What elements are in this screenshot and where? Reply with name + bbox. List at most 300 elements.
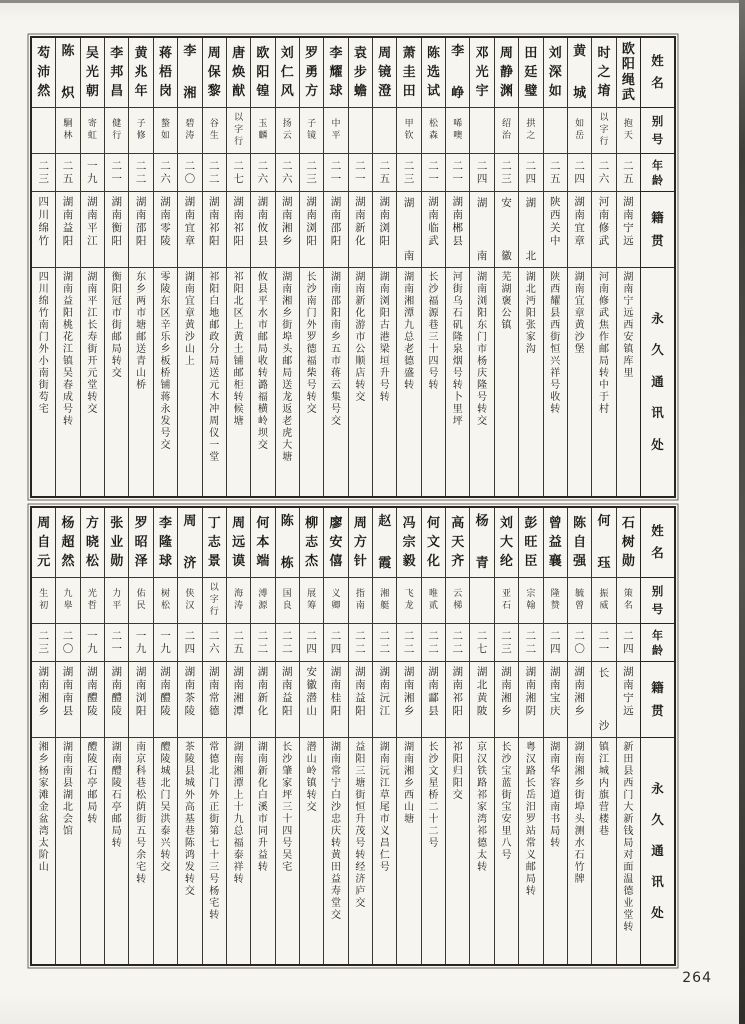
glyph: 青 bbox=[136, 356, 147, 367]
person-column bbox=[128, 508, 152, 964]
glyph: 市 bbox=[331, 356, 341, 367]
person-name bbox=[56, 508, 79, 578]
glyph: 高 bbox=[184, 802, 195, 813]
glyph: 转 bbox=[525, 886, 536, 897]
glyph: 大 bbox=[500, 535, 514, 550]
glyph: 街 bbox=[111, 320, 122, 331]
glyph: 交 bbox=[160, 440, 171, 451]
glyph: 巷 bbox=[136, 778, 147, 789]
glyph: 对 bbox=[623, 850, 634, 861]
glyph: 萧 bbox=[402, 46, 416, 61]
glyph: 镇 bbox=[63, 356, 74, 367]
glyph: 南 bbox=[62, 209, 74, 221]
glyph: 岳 bbox=[575, 131, 585, 141]
glyph: 刘 bbox=[280, 46, 294, 61]
glyph: 陵 bbox=[184, 705, 196, 717]
glyph: 交 bbox=[331, 416, 341, 427]
glyph: 益 bbox=[548, 535, 562, 550]
person-native bbox=[105, 662, 128, 738]
glyph: 处 bbox=[651, 436, 664, 452]
person-byname bbox=[470, 108, 493, 154]
glyph: 益 bbox=[355, 692, 366, 704]
glyph: 福 bbox=[428, 296, 439, 307]
glyph: 四 bbox=[623, 643, 634, 655]
person-name bbox=[300, 508, 323, 578]
glyph: 德 bbox=[623, 886, 634, 897]
glyph: 吴 bbox=[282, 850, 293, 861]
glyph: 廷 bbox=[524, 65, 538, 80]
glyph: 湘 bbox=[282, 222, 293, 234]
glyph: 〇 bbox=[184, 173, 196, 185]
person-address bbox=[203, 738, 226, 964]
person-age bbox=[178, 624, 201, 662]
glyph: 中 bbox=[598, 380, 609, 391]
glyph: 尾 bbox=[379, 802, 390, 813]
glyph: 六 bbox=[208, 643, 220, 655]
person-column bbox=[494, 508, 518, 964]
glyph: 罗 bbox=[306, 332, 317, 343]
glyph: 盛 bbox=[404, 368, 415, 379]
glyph: 转 bbox=[87, 814, 98, 825]
person-native bbox=[592, 662, 615, 738]
glyph: 安 bbox=[329, 535, 343, 550]
glyph: 噢 bbox=[453, 131, 463, 141]
glyph: 城 bbox=[598, 766, 609, 777]
glyph: 吴 bbox=[63, 368, 74, 379]
glyph: 潜 bbox=[306, 692, 317, 704]
glyph: 上 bbox=[233, 320, 244, 331]
person-native bbox=[544, 662, 567, 738]
glyph: 潞 bbox=[257, 380, 268, 391]
glyph: 祁 bbox=[233, 222, 244, 234]
glyph: 湖 bbox=[38, 666, 49, 678]
person-native bbox=[373, 192, 396, 268]
header-name bbox=[641, 508, 674, 578]
glyph: 门 bbox=[623, 790, 634, 801]
glyph: 初 bbox=[39, 601, 49, 611]
glyph: 章 bbox=[574, 235, 585, 247]
glyph: 号 bbox=[452, 368, 463, 379]
glyph: 福 bbox=[306, 356, 317, 367]
person-column bbox=[104, 38, 128, 496]
glyph: 湘 bbox=[404, 766, 415, 777]
glyph: 祁 bbox=[208, 222, 220, 234]
person-name bbox=[154, 38, 177, 108]
glyph: 门 bbox=[477, 332, 488, 343]
person-byname bbox=[81, 108, 104, 154]
glyph: 二 bbox=[403, 159, 415, 172]
glyph: 交 bbox=[355, 392, 366, 403]
glyph: 书 bbox=[550, 814, 561, 825]
glyph: 九 bbox=[63, 589, 73, 599]
glyph: 福 bbox=[257, 392, 268, 403]
glyph: 面 bbox=[623, 862, 634, 873]
person-name bbox=[519, 38, 542, 108]
glyph: 卿 bbox=[331, 601, 341, 611]
glyph: 号 bbox=[428, 838, 439, 849]
glyph: 字 bbox=[234, 125, 244, 135]
glyph: 三 bbox=[501, 173, 512, 185]
person-address bbox=[373, 738, 396, 964]
person-address bbox=[129, 738, 152, 964]
glyph: 水 bbox=[574, 838, 585, 849]
glyph: 南 bbox=[160, 209, 171, 221]
glyph: 酃 bbox=[428, 692, 439, 704]
glyph: 二 bbox=[257, 629, 269, 642]
glyph: 僖 bbox=[329, 554, 343, 569]
glyph: 湖 bbox=[477, 272, 488, 283]
glyph: 宗 bbox=[526, 589, 536, 599]
person-native bbox=[227, 662, 250, 738]
person-name bbox=[349, 38, 372, 108]
glyph: 村 bbox=[598, 404, 609, 415]
glyph: 市 bbox=[355, 332, 366, 343]
glyph: 钦 bbox=[404, 131, 414, 141]
glyph: 镇 bbox=[623, 344, 634, 355]
glyph: 湖 bbox=[208, 666, 220, 678]
glyph: 力 bbox=[112, 589, 122, 599]
person-byname bbox=[373, 578, 396, 624]
glyph: 南 bbox=[598, 209, 610, 221]
glyph: 号 bbox=[355, 838, 366, 849]
glyph: 老 bbox=[404, 344, 415, 355]
person-age bbox=[105, 624, 128, 662]
glyph: 庆 bbox=[331, 826, 341, 837]
glyph: 返 bbox=[282, 404, 293, 415]
glyph: 转 bbox=[184, 874, 195, 885]
person-column bbox=[32, 38, 55, 496]
person-native bbox=[81, 192, 104, 268]
person-native bbox=[324, 662, 347, 738]
glyph: 外 bbox=[306, 320, 317, 331]
person-byname bbox=[446, 108, 469, 154]
glyph: 蓝 bbox=[501, 778, 512, 789]
glyph: 阳 bbox=[452, 754, 463, 765]
glyph: 作 bbox=[598, 332, 609, 343]
glyph: 浏 bbox=[135, 692, 147, 704]
person-byname bbox=[129, 108, 152, 154]
glyph: 化 bbox=[426, 554, 440, 569]
glyph: 湘 bbox=[282, 296, 293, 307]
person-column bbox=[177, 38, 201, 496]
glyph: 年 bbox=[652, 158, 663, 172]
glyph: 转 bbox=[477, 404, 488, 415]
glyph: 周 bbox=[378, 46, 392, 61]
glyph: 四 bbox=[306, 643, 317, 655]
person-byname bbox=[105, 578, 128, 624]
glyph: 湖 bbox=[476, 666, 488, 678]
glyph: 业 bbox=[623, 898, 634, 909]
glyph: 平 bbox=[331, 131, 341, 141]
glyph: 南 bbox=[404, 284, 415, 295]
glyph: 元 bbox=[87, 368, 98, 379]
glyph: 街 bbox=[209, 814, 220, 825]
glyph: 保 bbox=[207, 65, 221, 80]
glyph: 卜 bbox=[452, 392, 463, 403]
person-age bbox=[227, 154, 250, 192]
glyph: 长 bbox=[428, 742, 439, 753]
glyph: 钱 bbox=[623, 826, 634, 837]
glyph: 展 bbox=[307, 589, 317, 599]
glyph: 蟾 bbox=[353, 84, 367, 99]
glyph: 志 bbox=[305, 535, 319, 550]
glyph: 蒋 bbox=[160, 392, 171, 403]
person-byname bbox=[81, 578, 104, 624]
person-name bbox=[617, 508, 640, 578]
glyph: 杨 bbox=[209, 886, 220, 897]
person-name bbox=[276, 38, 299, 108]
glyph: 阳 bbox=[355, 705, 366, 717]
glyph: 寄 bbox=[87, 119, 97, 129]
glyph: 益 bbox=[355, 742, 366, 753]
glyph: 江 bbox=[87, 308, 98, 319]
glyph: 北 bbox=[233, 296, 244, 307]
glyph: 号 bbox=[651, 601, 664, 616]
glyph: 周 bbox=[209, 416, 220, 427]
glyph: 小 bbox=[38, 356, 49, 367]
glyph: 城 bbox=[184, 778, 195, 789]
person-byname bbox=[422, 578, 445, 624]
person-byname bbox=[178, 578, 201, 624]
glyph: 湘 bbox=[233, 766, 244, 777]
glyph: 襄 bbox=[548, 554, 562, 569]
glyph: 曾 bbox=[575, 601, 585, 611]
glyph: 绍 bbox=[502, 119, 512, 129]
glyph: 湖 bbox=[501, 666, 512, 678]
glyph: 乡 bbox=[160, 344, 171, 355]
glyph: 南 bbox=[476, 249, 488, 262]
glyph: 收 bbox=[257, 356, 268, 367]
glyph: 江 bbox=[598, 754, 609, 765]
person-address bbox=[129, 268, 152, 496]
glyph: 路 bbox=[525, 766, 536, 777]
glyph: 醴 bbox=[87, 742, 98, 753]
glyph: 沙 bbox=[428, 754, 439, 765]
glyph: 丁 bbox=[207, 516, 221, 531]
glyph: 松 bbox=[85, 554, 99, 569]
glyph: 转 bbox=[452, 380, 463, 391]
glyph: 猷 bbox=[232, 84, 246, 99]
glyph: 库 bbox=[623, 356, 634, 367]
glyph: 转 bbox=[306, 392, 317, 403]
glyph: 南 bbox=[550, 754, 561, 765]
glyph: 湘 bbox=[38, 742, 49, 753]
glyph: 乡 bbox=[38, 705, 49, 717]
glyph: 交 bbox=[87, 404, 98, 415]
glyph: 沙 bbox=[428, 284, 439, 295]
glyph: 号 bbox=[331, 404, 341, 415]
glyph: 扬 bbox=[282, 119, 292, 129]
person-address bbox=[203, 268, 226, 496]
page-number: 264 bbox=[682, 970, 712, 986]
glyph: 二 bbox=[355, 159, 366, 172]
glyph: 湘 bbox=[233, 692, 244, 704]
glyph: 两 bbox=[136, 296, 147, 307]
person-byname bbox=[276, 108, 299, 154]
glyph: 姓 bbox=[651, 53, 664, 69]
person-name bbox=[251, 508, 274, 578]
glyph: 邵 bbox=[331, 296, 341, 307]
glyph: 邮 bbox=[233, 368, 244, 379]
glyph: 湾 bbox=[38, 826, 49, 837]
glyph: 湖 bbox=[87, 196, 98, 208]
glyph: 头 bbox=[574, 814, 585, 825]
glyph: 方 bbox=[85, 516, 99, 531]
glyph: 化 bbox=[257, 705, 269, 717]
glyph: 田 bbox=[331, 862, 341, 873]
glyph: 科 bbox=[136, 766, 147, 777]
person-column bbox=[543, 508, 567, 964]
glyph: 文 bbox=[426, 535, 440, 550]
glyph: 螯 bbox=[160, 119, 170, 129]
glyph: 宝 bbox=[549, 692, 561, 704]
person-name bbox=[519, 508, 542, 578]
glyph: 阳 bbox=[63, 308, 74, 319]
glyph: 湖 bbox=[404, 272, 415, 283]
person-age bbox=[519, 154, 542, 192]
glyph: 关 bbox=[549, 222, 561, 234]
glyph: 湖 bbox=[330, 666, 342, 678]
person-age bbox=[592, 154, 615, 192]
glyph: 升 bbox=[257, 838, 268, 849]
glyph: 南 bbox=[233, 209, 244, 221]
person-byname bbox=[592, 578, 615, 624]
glyph: 二 bbox=[330, 159, 342, 172]
glyph: 长 bbox=[501, 742, 512, 753]
person-age bbox=[227, 624, 250, 662]
person-column bbox=[299, 38, 323, 496]
glyph: 讯 bbox=[651, 873, 664, 889]
glyph: 一 bbox=[135, 629, 147, 642]
person-column bbox=[128, 38, 152, 496]
person-byname bbox=[397, 108, 420, 154]
glyph: 阴 bbox=[525, 705, 537, 717]
glyph: 石 bbox=[87, 766, 98, 777]
glyph: 转 bbox=[355, 850, 366, 861]
person-address bbox=[81, 268, 104, 496]
glyph: 湘 bbox=[403, 692, 415, 704]
glyph: 永 bbox=[651, 310, 664, 326]
glyph: 云 bbox=[282, 131, 292, 141]
glyph: 县 bbox=[257, 235, 269, 247]
glyph: 土 bbox=[233, 344, 244, 355]
person-age bbox=[592, 624, 615, 662]
glyph: 星 bbox=[428, 778, 439, 789]
glyph: 李 bbox=[451, 44, 465, 59]
glyph: 区 bbox=[233, 308, 244, 319]
glyph: 南 bbox=[477, 284, 488, 295]
glyph: 长 bbox=[282, 742, 293, 753]
glyph: 醴 bbox=[111, 692, 123, 704]
person-byname bbox=[397, 578, 420, 624]
person-age bbox=[373, 624, 396, 662]
glyph: 南 bbox=[525, 679, 537, 691]
person-age bbox=[32, 154, 55, 192]
glyph: 修 bbox=[598, 296, 609, 307]
glyph: 恒 bbox=[355, 802, 366, 813]
person-byname bbox=[227, 108, 250, 154]
glyph: 处 bbox=[651, 904, 664, 920]
person-age bbox=[470, 624, 493, 662]
glyph: 醴 bbox=[160, 742, 171, 753]
glyph: 柜 bbox=[233, 380, 244, 391]
glyph: 南 bbox=[63, 284, 74, 295]
glyph: 沛 bbox=[37, 65, 51, 80]
person-byname bbox=[251, 108, 274, 154]
glyph: 五 bbox=[233, 643, 244, 655]
person-native bbox=[617, 192, 640, 268]
glyph: 西 bbox=[404, 790, 415, 801]
glyph: 阳 bbox=[233, 284, 244, 295]
glyph: 南 bbox=[184, 209, 196, 221]
glyph: 浏 bbox=[306, 222, 317, 234]
glyph: 茶 bbox=[184, 742, 195, 753]
glyph: 岭 bbox=[306, 766, 317, 777]
person-address bbox=[300, 268, 323, 496]
glyph: 陵 bbox=[184, 754, 195, 765]
glyph: 巷 bbox=[598, 826, 609, 837]
person-native bbox=[32, 192, 55, 268]
glyph: 欧 bbox=[621, 42, 635, 58]
glyph: 邮 bbox=[282, 356, 293, 367]
glyph: 南 bbox=[574, 679, 585, 691]
person-native bbox=[276, 662, 299, 738]
glyph: 南 bbox=[257, 679, 269, 691]
glyph: 湖 bbox=[111, 666, 123, 678]
glyph: 超 bbox=[61, 535, 75, 550]
glyph: 仪 bbox=[209, 428, 220, 439]
glyph: 转 bbox=[331, 838, 341, 849]
glyph: 河 bbox=[598, 272, 609, 283]
glyph: 埠 bbox=[574, 802, 585, 813]
glyph: 福 bbox=[233, 838, 244, 849]
glyph: 水 bbox=[257, 308, 268, 319]
glyph: 局 bbox=[257, 344, 268, 355]
glyph: 隆 bbox=[477, 380, 488, 391]
person-native bbox=[422, 662, 445, 738]
glyph: 馆 bbox=[63, 826, 74, 837]
glyph: 城 bbox=[573, 86, 587, 101]
glyph: 铺 bbox=[233, 356, 244, 367]
glyph: 山 bbox=[306, 705, 317, 717]
glyph: 零 bbox=[160, 222, 171, 234]
glyph: 衡 bbox=[111, 272, 122, 283]
glyph: 二 bbox=[525, 643, 537, 655]
glyph: 阳 bbox=[208, 235, 220, 247]
person-byname bbox=[32, 108, 55, 154]
person-byname bbox=[105, 108, 128, 154]
glyph: 湖 bbox=[403, 666, 415, 678]
glyph: 湖 bbox=[404, 742, 415, 753]
glyph: 交 bbox=[355, 898, 366, 909]
glyph: 勇 bbox=[305, 65, 319, 80]
glyph: 湖 bbox=[574, 666, 585, 678]
glyph: 送 bbox=[136, 344, 147, 355]
glyph: 〇 bbox=[62, 643, 74, 655]
glyph: 中 bbox=[331, 119, 341, 129]
glyph: 侠 bbox=[185, 589, 195, 599]
glyph: 四 bbox=[330, 643, 342, 655]
glyph: 宜 bbox=[184, 222, 196, 234]
glyph: 旺 bbox=[524, 535, 538, 550]
glyph: 宜 bbox=[574, 222, 585, 234]
glyph: 张 bbox=[525, 320, 536, 331]
glyph: 转 bbox=[404, 380, 415, 391]
glyph: 宝 bbox=[501, 766, 512, 777]
person-name bbox=[544, 38, 567, 108]
person-age bbox=[495, 154, 518, 192]
glyph: 南 bbox=[330, 209, 342, 221]
